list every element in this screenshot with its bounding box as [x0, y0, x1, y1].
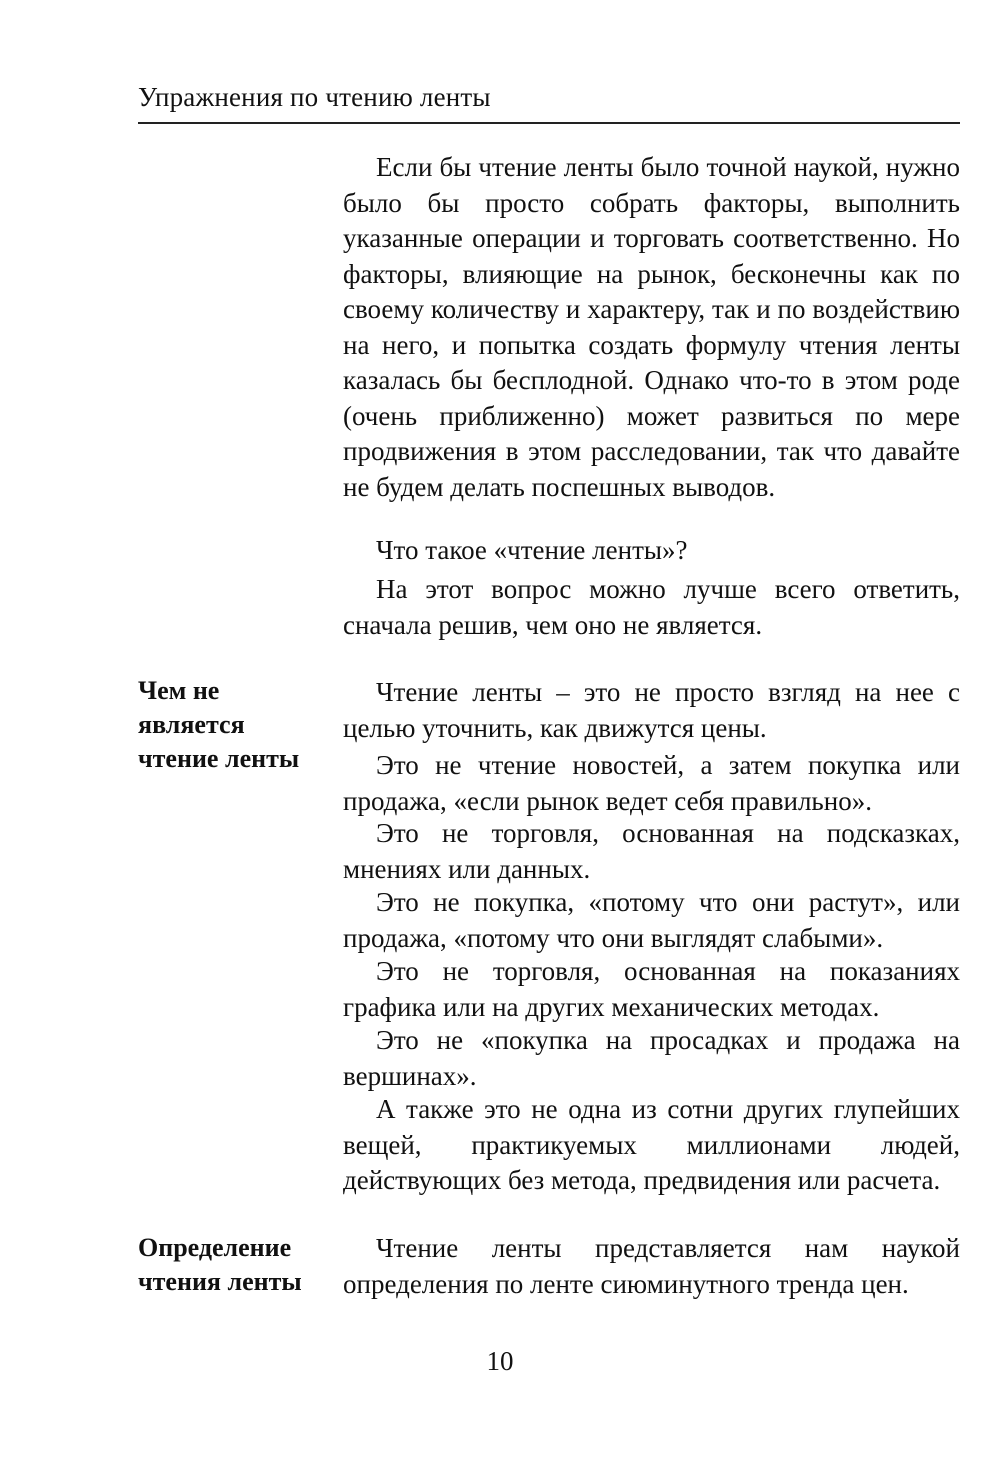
intro-paragraph-2: Что такое «чтение ленты»? [376, 535, 688, 565]
not-paragraph-1: Чтение ленты – это не просто взгляд на нее с целью уточнить, как движутся цены. [343, 677, 960, 743]
margin-heading-definition: Определение чтения ленты [138, 1233, 302, 1296]
margin-heading-not: Чем не является чтение ленты [138, 676, 300, 773]
page-number: 10 [486, 1346, 514, 1376]
not-paragraph-2: Это не чтение новостей, а затем покупка или продажа, «если рынок ведет себя правильно». [343, 750, 960, 816]
definition-paragraph-1: Чтение ленты представляется нам наукой определения по ленте сиюминутного тренда цен. [343, 1233, 960, 1299]
not-paragraph-5: Это не торговля, основанная на показаниях графика или на других механических методах. [343, 956, 960, 1022]
intro-paragraph-1: Если бы чтение ленты было точной наукой, нужно было бы просто собрать факторы, выполнить указанные операции и торговать соответственно. Но факторы, влияющие на рынок, бесконечны как по своему количеству и характеру, так и по воздействию на него, и попытка создать формулу чтения ленты казалась бы бесплодной. Однако что-то в этом роде (очень приближенно) может развиться по мере продвижения в этом расследовании, так что давайте не будем делать поспешных выводов. [343, 152, 960, 502]
header-rule [138, 122, 960, 124]
not-paragraph-4: Это не покупка, «потому что они растут», или продажа, «потому что они выглядят слабыми». [343, 887, 960, 953]
not-paragraph-3: Это не торговля, основанная на подсказках, мнениях или данных. [343, 818, 960, 884]
intro-paragraph-3: На этот вопрос можно лучше всего ответить, сначала решив, чем оно не является. [343, 574, 960, 640]
running-head-title: Упражнения по чтению ленты [138, 82, 491, 112]
not-paragraph-7: А также это не одна из сотни других глупейших вещей, практикуемых миллионами людей, действующих без метода, предвидения или расчета. [343, 1094, 960, 1195]
not-paragraph-6: Это не «покупка на просадках и продажа на вершинах». [343, 1025, 960, 1091]
